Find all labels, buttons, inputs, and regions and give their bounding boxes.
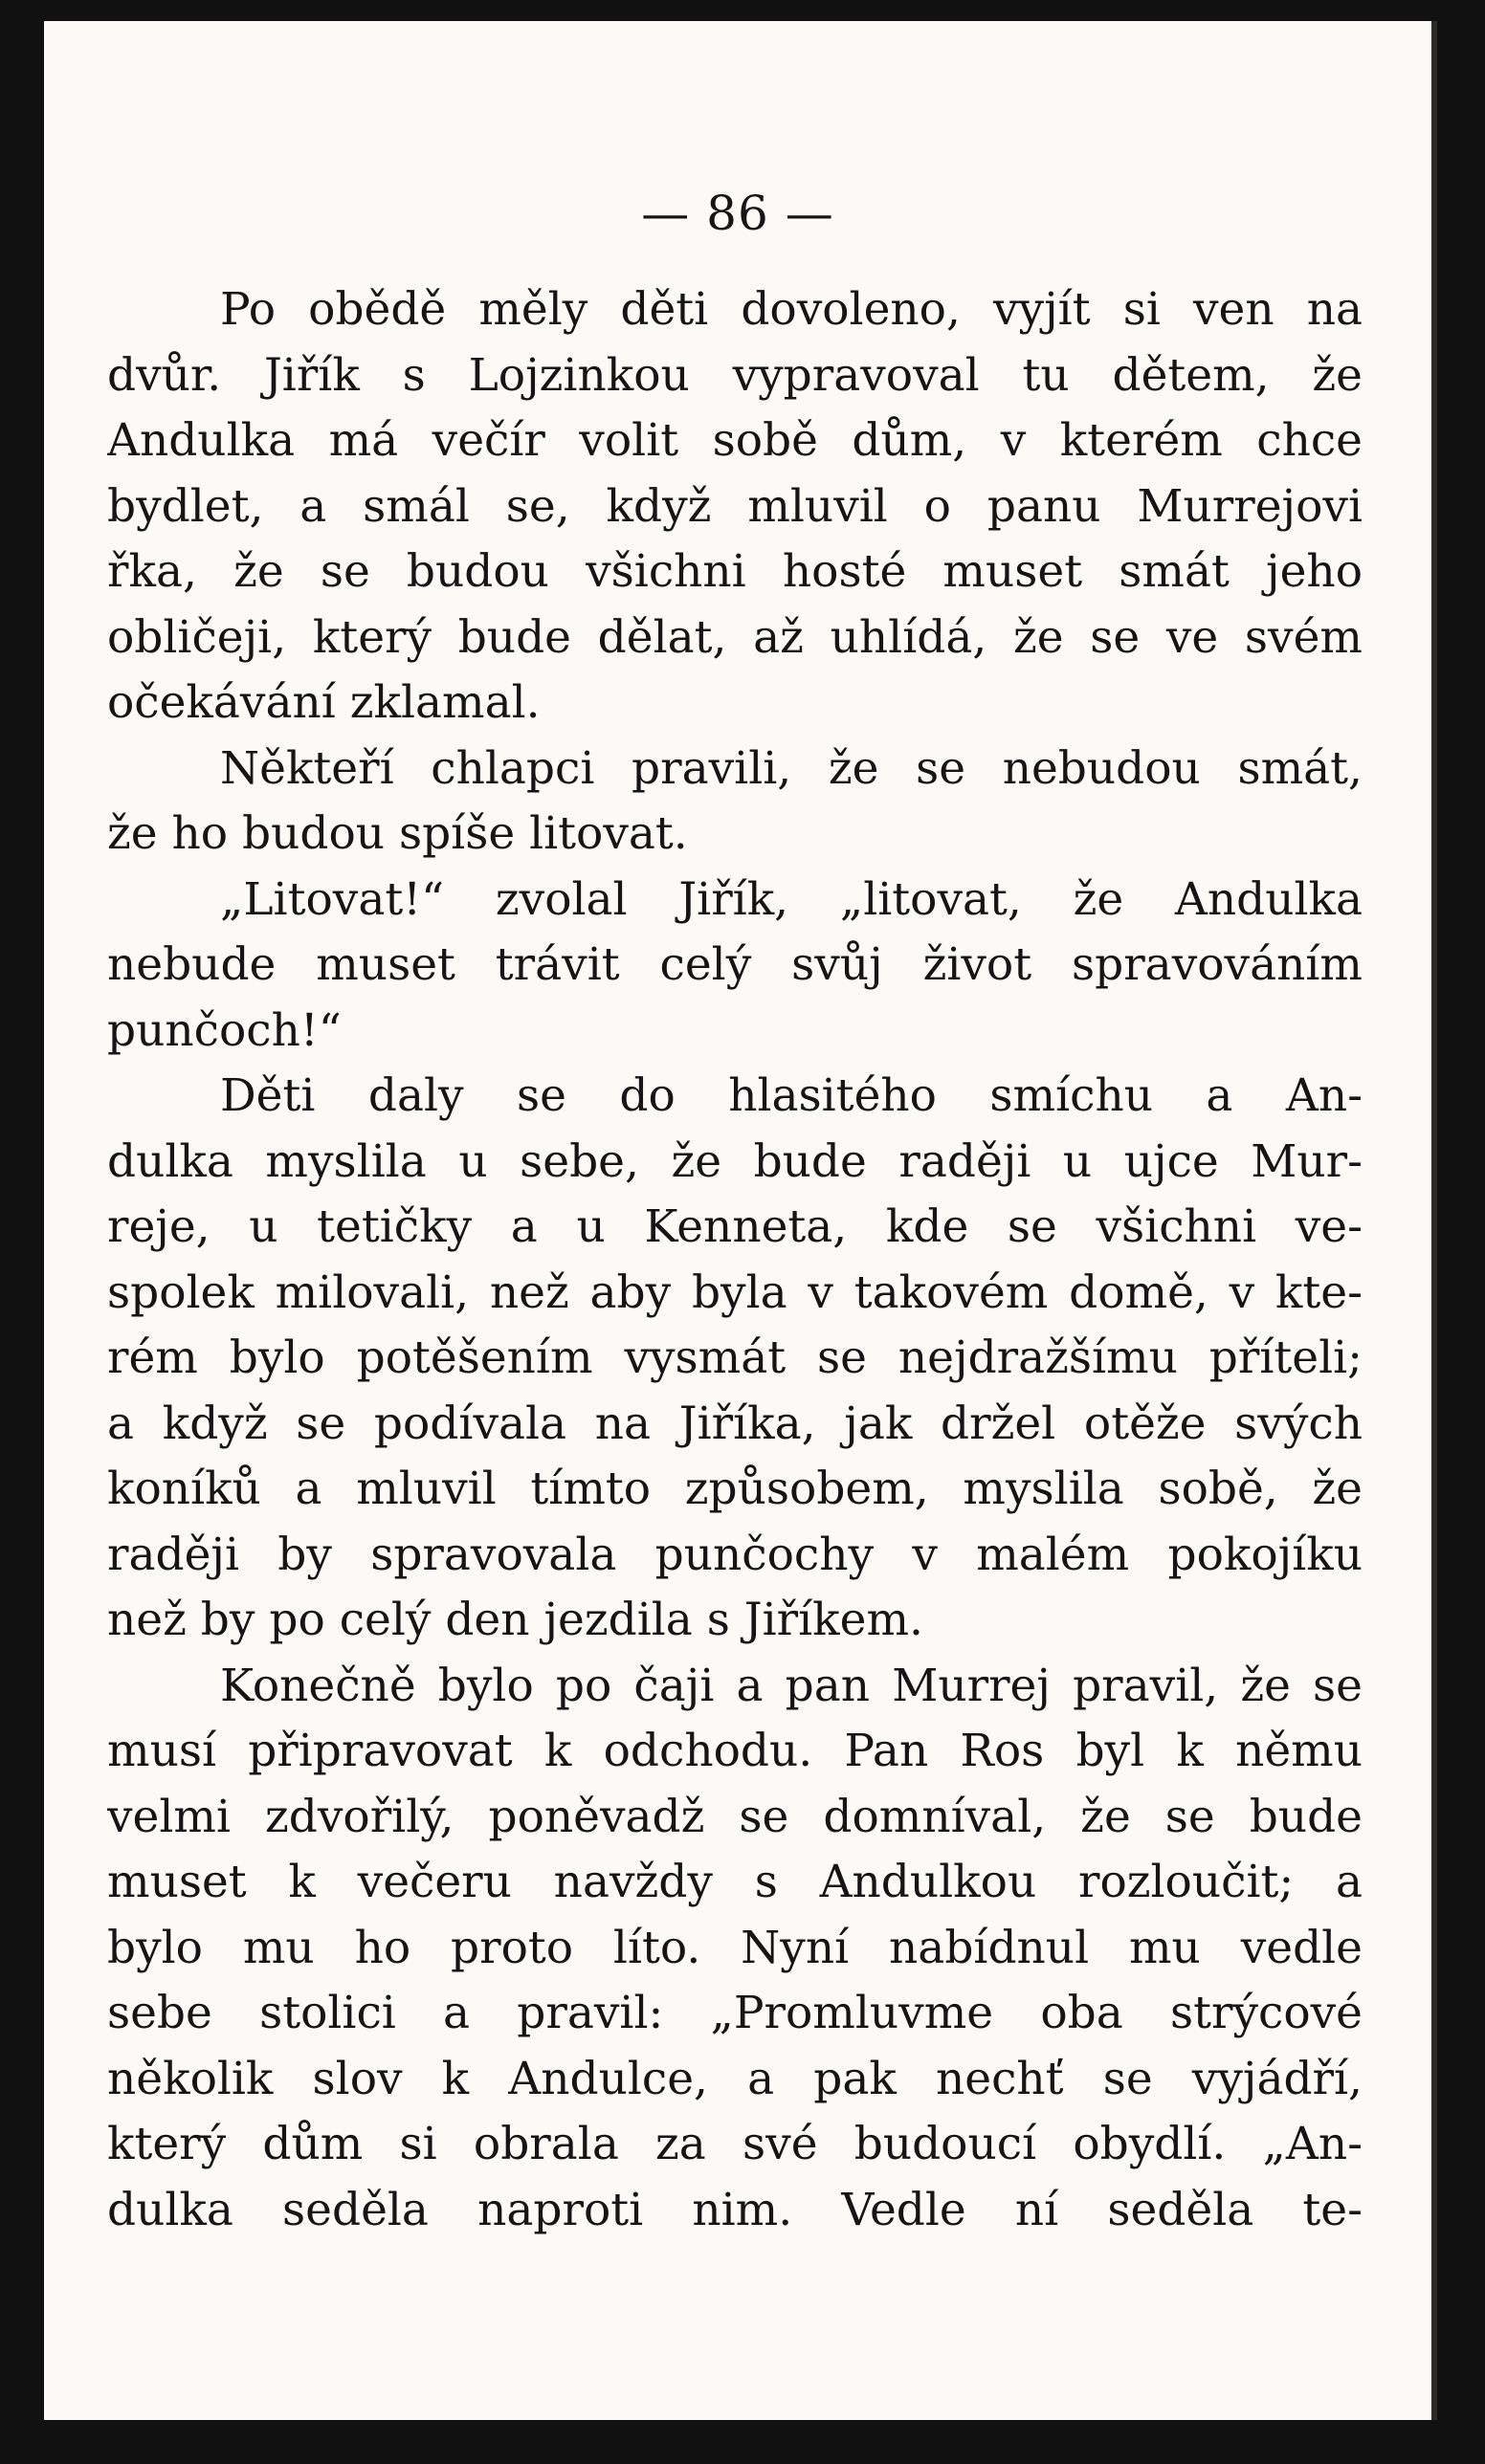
text-line: nebude muset trávit celý svůj život spravováním: [107, 938, 1363, 991]
text-line: očekávání zklamal.: [107, 676, 541, 729]
text-line: „Litovat!“ zvolal Jiřík, „litovat, že Andulka: [220, 872, 1363, 926]
text-line: spolek milovali, než aby byla v takovém domě, v kte-: [107, 1265, 1363, 1319]
text-line: dulka myslila u sebe, že bude raději u ujce Mur-: [107, 1134, 1363, 1188]
text-line: Andulka má večír volit sobě dům, v kterém chce: [107, 414, 1363, 467]
text-line: Děti daly se do hlasitého smíchu a An-: [220, 1069, 1363, 1122]
body-text: [107, 277, 1363, 2243]
text-line: dvůr. Jiřík s Lojzinkou vypravoval tu dětem, že: [107, 348, 1363, 402]
text-line: Někteří chlapci pravili, že se nebudou smát,: [220, 741, 1363, 795]
text-line: musí připravovat k odchodu. Pan Ros byl k němu: [107, 1725, 1363, 1777]
text-line: několik slov k Andulce, a pak nechť se vyjádří,: [107, 2052, 1363, 2105]
text-line: dulka seděla naproti nim. Vedle ní seděla te-: [107, 2183, 1363, 2236]
book-page: [44, 21, 1437, 2420]
text-line: než by po celý den jezdila s Jiříkem.: [107, 1594, 923, 1646]
text-line: bydlet, a smál se, když mluvil o panu Murrejovi: [107, 479, 1363, 533]
text-line: raději by spravovala punčochy v malém pokojíku: [107, 1528, 1363, 1581]
text-line: muset k večeru navždy s Andulkou rozloučit; a: [107, 1856, 1363, 1908]
text-line: punčoch!“: [107, 1003, 342, 1057]
text-line: sebe stolici a pravil: „Promluvme oba strýcové: [107, 1987, 1363, 2039]
text-line: velmi zdvořilý, poněvadž se domníval, že se bude: [107, 1790, 1363, 1843]
text-line: obličeji, který bude dělat, až uhlídá, že se ve svém: [107, 610, 1363, 664]
text-line: Konečně bylo po čaji a pan Murrej pravil, že se: [220, 1659, 1363, 1712]
text-line: že ho budou spíše litovat.: [107, 807, 688, 860]
text-line: reje, u tetičky a u Kenneta, kde se všichni ve-: [107, 1200, 1363, 1253]
text-line: rém bylo potěšením vysmát se nejdražšímu příteli;: [107, 1331, 1363, 1384]
text-line: bylo mu ho proto líto. Nyní nabídnul mu vedle: [107, 1921, 1363, 1974]
text-line: koníků a mluvil tímto způsobem, myslila sobě, že: [107, 1463, 1363, 1515]
text-line: Po obědě měly děti dovoleno, vyjít si ven na: [220, 283, 1363, 336]
page-number: — 86 —: [641, 186, 834, 241]
text-line: řka, že se budou všichni hosté muset smát jeho: [107, 545, 1363, 598]
text-line: a když se podívala na Jiříka, jak držel otěže svých: [107, 1397, 1363, 1450]
text-line: který dům si obrala za své budoucí obydlí. „An-: [107, 2118, 1363, 2170]
